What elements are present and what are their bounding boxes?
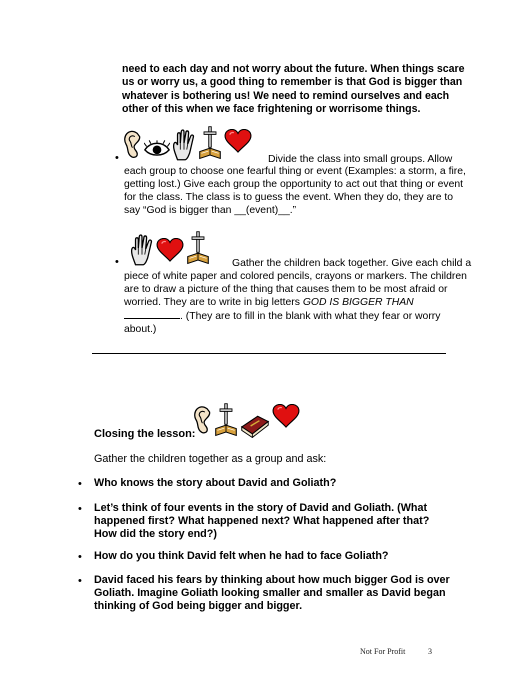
fill-in-blank (124, 309, 180, 319)
footer-text: Not For Profit (360, 647, 406, 656)
bullet-marker: • (78, 551, 82, 563)
activity1-lead-text: Divide the class into small groups. Allow (268, 154, 453, 165)
question-item: Let’s think of four events in the story of David and Goliath. (What happened first? What happened next? What happened after that? How did the story end?) (94, 502, 430, 541)
bullet-marker: • (78, 575, 82, 587)
hand-icon (130, 234, 154, 266)
eye-icon (144, 140, 170, 158)
bullet-marker: • (78, 478, 82, 490)
hand-icon (172, 129, 196, 161)
heart-icon (272, 404, 300, 428)
closing-icon-row (193, 402, 300, 438)
section-divider (92, 353, 446, 354)
activity2-text-before: piece of white paper and colored pencils, crayons or markers. The children are to draw a picture of the thing that causes them to be most afraid or worried. They are to write in big letters (124, 271, 467, 308)
heart-icon (156, 238, 184, 262)
cross-bible-icon (214, 402, 238, 438)
activity1-body-text: each group to choose one fearful thing or event (Examples: a storm, a fire, getting lost.) Give each group the opportunity to act out that thing or event for the class. The class is to guess the event. When they do, they are to say “God is bigger than __(event)__.” (124, 166, 466, 216)
activity2-italic-text: GOD IS BIGGER THAN (302, 297, 414, 308)
bullet-marker: • (78, 503, 82, 515)
activity2-text-after: . (They are to fill in the blank with what they fear or worry about.) (124, 311, 441, 335)
page-number: 3 (428, 647, 432, 656)
cross-bible-icon (186, 230, 210, 266)
activity2-icon-row (130, 230, 210, 266)
activity2-body-text (124, 270, 470, 336)
cross-bible-icon (198, 125, 222, 161)
bullet-marker: • (115, 256, 119, 268)
closing-instruction: Gather the children together as a group and ask: (94, 453, 327, 465)
question-item: How do you think David felt when he had to face Goliath? (94, 550, 389, 562)
question-item: David faced his fears by thinking about how much bigger God is over Goliath. Imagine Goliath looking smaller and smaller as David began thinking of God being bigger and bigger. (94, 574, 450, 613)
bible-icon (240, 414, 270, 438)
ear-icon (123, 128, 142, 161)
bullet-marker: • (115, 152, 119, 164)
closing-heading: Closing the lesson: (94, 428, 196, 440)
intro-paragraph: need to each day and not worry about the future. When things scare us or worry us, a good thing to remember is that God is bigger than whatever is bothering us! We need to remind ourselves and each other of this when we face frightening or worrisome things. (122, 63, 465, 115)
activity1-icon-row (123, 125, 252, 161)
heart-icon (224, 129, 252, 153)
activity2-lead-text: Gather the children back together. Give each child a (232, 258, 472, 269)
question-item: Who knows the story about David and Goliath? (94, 477, 337, 489)
ear-icon (193, 402, 212, 438)
